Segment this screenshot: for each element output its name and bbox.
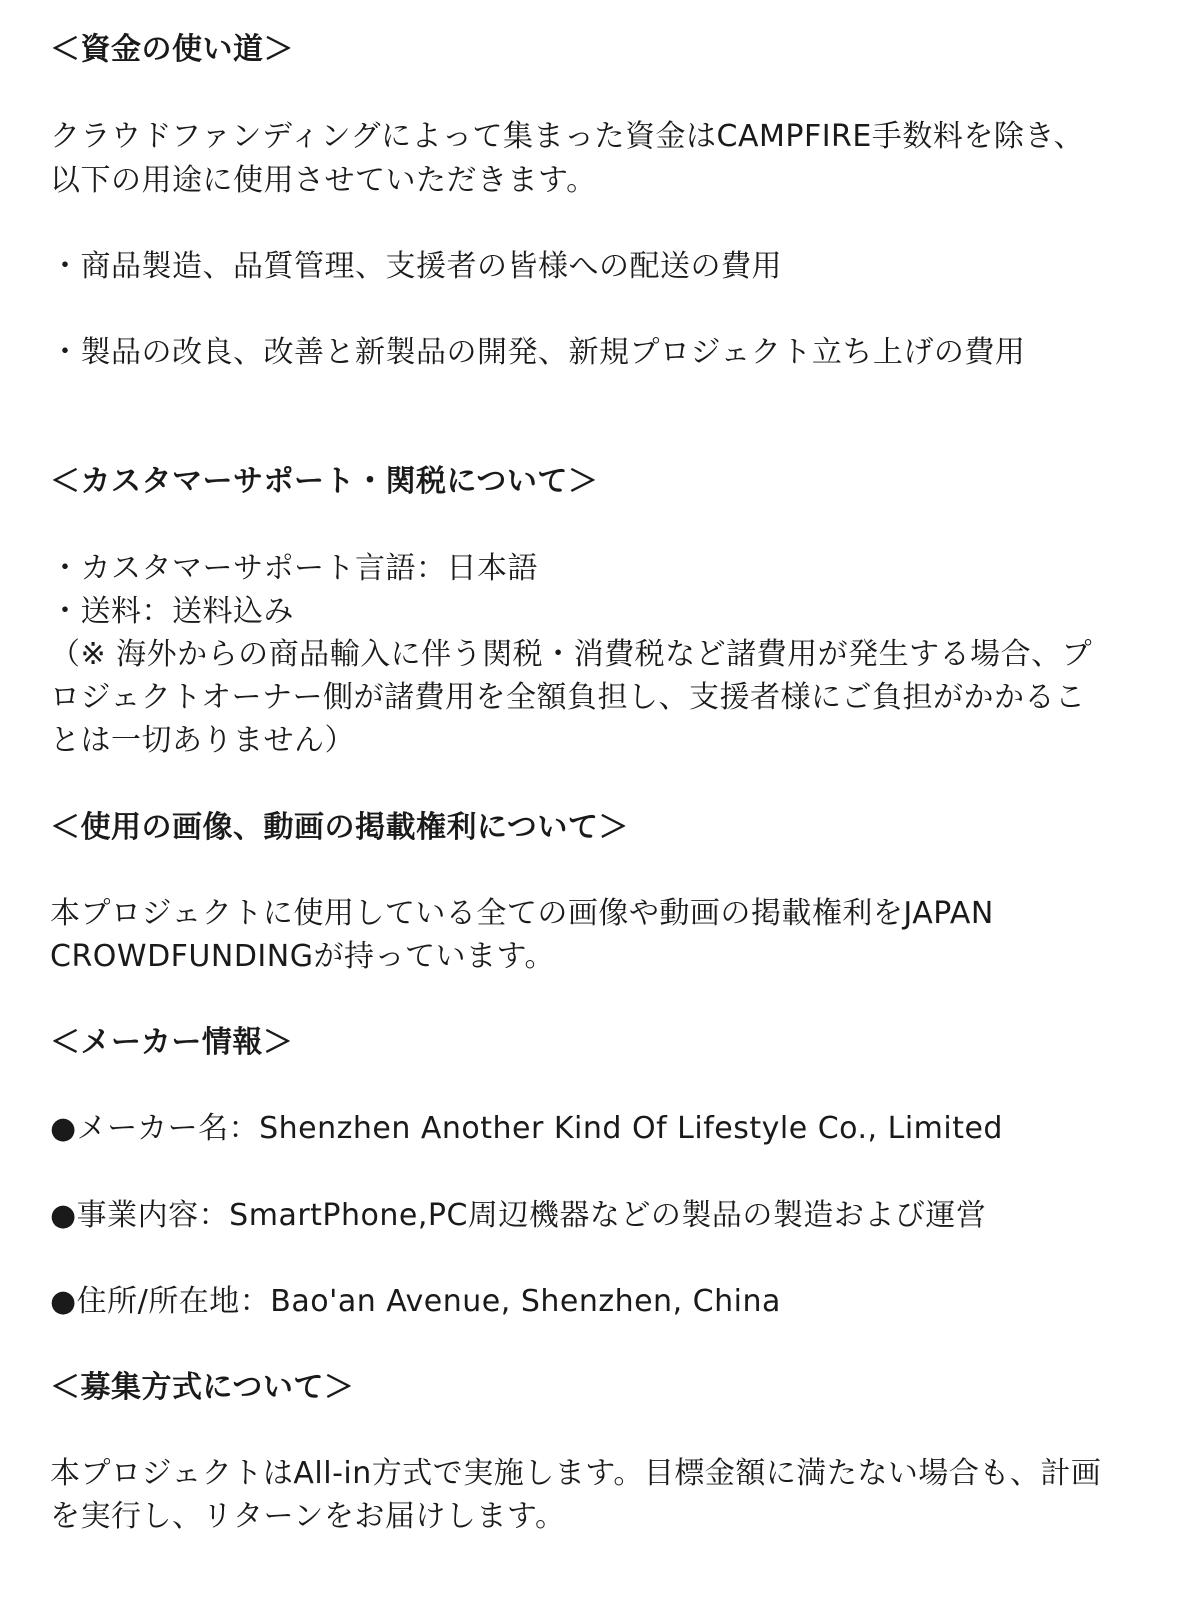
support-note-line-1: （※ 海外からの商品輸入に伴う関税・消費税など諸費用が発生する場合、プ (50, 637, 1093, 672)
funds-bullet-1: ・商品製造、品質管理、支援者の皆様への配送の費用 (50, 249, 782, 284)
support-note-line-3: とは一切ありません） (50, 723, 355, 758)
recruit-line-2: を実行し、リターンをお届けします。 (50, 1499, 566, 1534)
support-item-shipping: ・送料：送料込み (50, 594, 294, 629)
recruit-heading: ＜募集方式について＞ (50, 1370, 355, 1405)
rights-line-2: CROWDFUNDINGが持っています。 (50, 939, 556, 974)
rights-line-1: 本プロジェクトに使用している全ての画像や動画の掲載権利をJAPAN (50, 896, 994, 931)
rights-heading: ＜使用の画像、動画の掲載権利について＞ (50, 810, 629, 845)
support-heading: ＜カスタマーサポート・関税について＞ (50, 464, 599, 499)
maker-business: ●事業内容：SmartPhone,PC周辺機器などの製品の製造および運営 (50, 1198, 987, 1233)
support-note-line-2: ロジェクトオーナー側が諸費用を全額負担し、支援者様にご負担がかかるこ (50, 680, 1086, 715)
funds-bullet-2: ・製品の改良、改善と新製品の開発、新規プロジェクト立ち上げの費用 (50, 335, 1026, 370)
maker-address: ●住所/所在地：Bao'an Avenue, Shenzhen, China (50, 1284, 781, 1319)
maker-name: ●メーカー名：Shenzhen Another Kind Of Lifestyle Co., Limited (50, 1111, 1003, 1146)
funds-paragraph-line-2: 以下の用途に使用させていただきます。 (50, 163, 597, 198)
funds-paragraph-line-1: クラウドファンディングによって集まった資金はCAMPFIRE手数料を除き、 (50, 119, 1085, 154)
funds-heading: ＜資金の使い道＞ (50, 32, 294, 67)
support-item-language: ・カスタマーサポート言語：日本語 (50, 551, 538, 586)
recruit-line-1: 本プロジェクトはAll-in方式で実施します。目標金額に満たない場合も、計画 (50, 1456, 1102, 1491)
maker-heading: ＜メーカー情報＞ (50, 1025, 294, 1060)
